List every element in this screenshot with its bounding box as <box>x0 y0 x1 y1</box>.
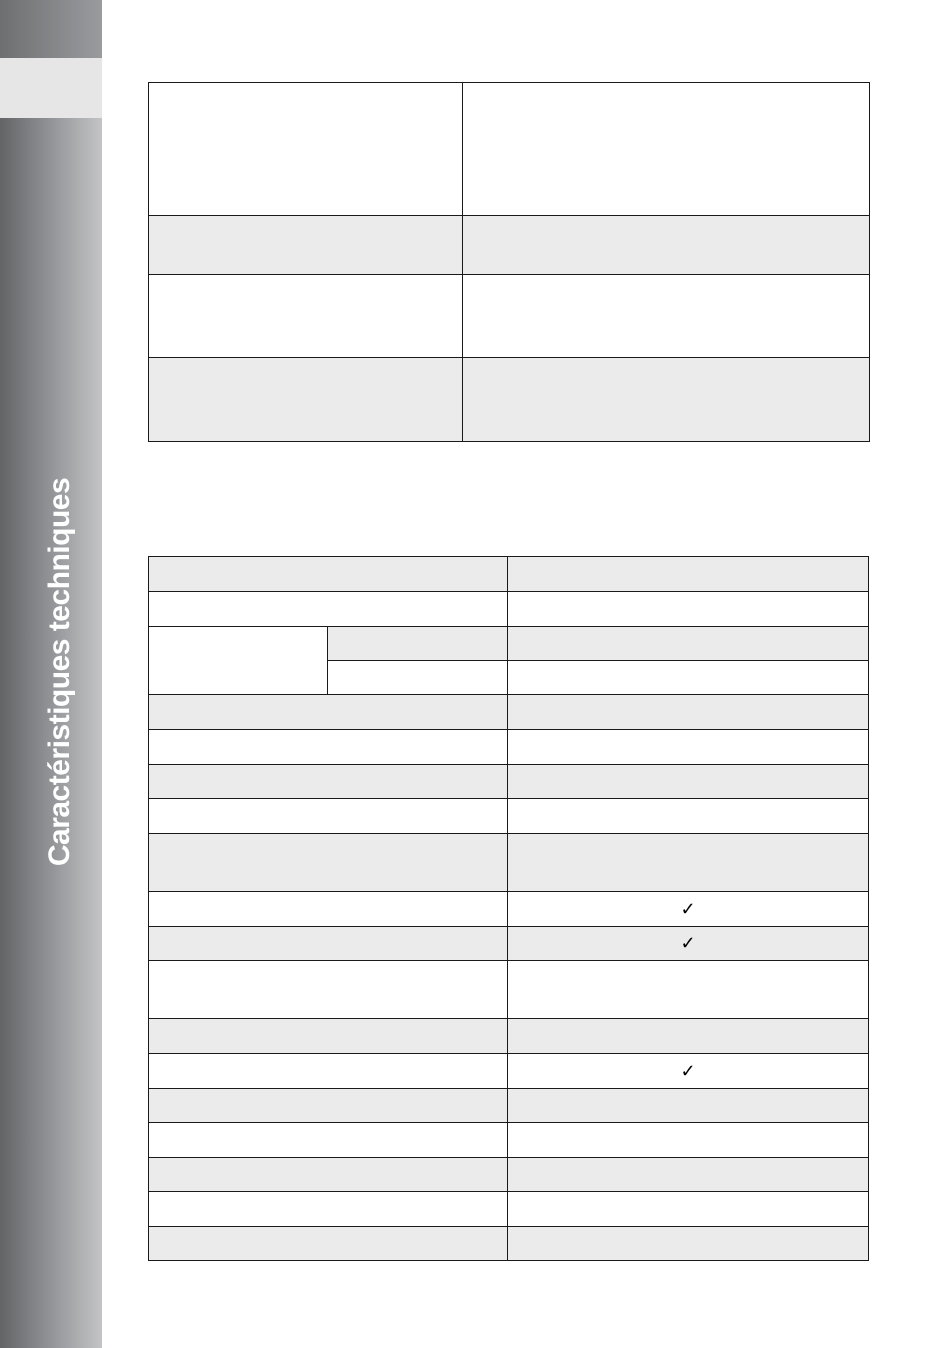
table-cell-group-label <box>149 627 328 695</box>
table-row <box>149 1227 869 1261</box>
table-row <box>149 358 870 442</box>
table-cell-label <box>149 765 508 799</box>
table-cell-value <box>508 1089 869 1123</box>
table-cell-label <box>149 216 463 275</box>
table-row <box>149 1192 869 1227</box>
table-row <box>149 557 869 592</box>
table-row <box>149 1158 869 1192</box>
table-cell-value <box>508 1158 869 1192</box>
table-cell-label <box>149 275 463 358</box>
table-cell-label <box>149 961 508 1019</box>
table-row <box>149 83 870 216</box>
table-cell-label <box>149 1227 508 1261</box>
table-cell-value <box>463 358 870 442</box>
table-cell-label <box>149 927 508 961</box>
sidebar <box>0 0 102 1348</box>
table-cell-value <box>508 627 869 661</box>
checkmark-icon: ✓ <box>508 1054 869 1089</box>
table-cell-label <box>149 1019 508 1054</box>
checkmark-icon: ✓ <box>508 927 869 961</box>
table-row <box>149 216 870 275</box>
table-cell-label <box>149 592 508 627</box>
table-row <box>149 1123 869 1158</box>
sidebar-section-title: Caractéristiques techniques <box>43 477 76 867</box>
table-row <box>149 627 869 661</box>
table-cell-value <box>508 1123 869 1158</box>
table-row <box>149 275 870 358</box>
table-row <box>149 695 869 730</box>
table-row <box>149 927 869 961</box>
checkmark-icon: ✓ <box>508 892 869 927</box>
table-cell-label <box>149 1089 508 1123</box>
table-row <box>149 834 869 892</box>
table-cell-value <box>463 275 870 358</box>
table-cell-label <box>149 892 508 927</box>
table-row <box>149 730 869 765</box>
table-cell-label <box>149 834 508 892</box>
table-cell-label <box>149 557 508 592</box>
table-cell-value <box>508 961 869 1019</box>
table-cell-sublabel <box>328 627 508 661</box>
table-cell-label <box>149 1192 508 1227</box>
table-cell-value <box>463 83 870 216</box>
table-row <box>149 592 869 627</box>
spec-table-top <box>148 82 870 442</box>
table-row <box>149 892 869 927</box>
table-row <box>149 1089 869 1123</box>
table-cell-value <box>508 1227 869 1261</box>
table-row <box>149 1054 869 1089</box>
sidebar-tab-marker <box>0 58 102 118</box>
table-row <box>149 799 869 834</box>
sidebar-top-band <box>0 0 102 58</box>
table-cell-value <box>508 799 869 834</box>
spec-table-bottom <box>148 556 869 1261</box>
table-cell-label <box>149 1054 508 1089</box>
table-row <box>149 961 869 1019</box>
table-row <box>149 1019 869 1054</box>
table-cell-label <box>149 83 463 216</box>
table-cell-sublabel <box>328 661 508 695</box>
table-cell-value <box>508 1192 869 1227</box>
table-cell-label <box>149 730 508 765</box>
table-cell-value <box>508 1019 869 1054</box>
table-cell-value <box>508 834 869 892</box>
table-cell-label <box>149 695 508 730</box>
table-cell-value <box>508 557 869 592</box>
table-cell-value <box>508 695 869 730</box>
table-cell-value <box>508 730 869 765</box>
table-cell-label <box>149 1123 508 1158</box>
table-cell-value <box>508 661 869 695</box>
table-row <box>149 765 869 799</box>
table-cell-value <box>463 216 870 275</box>
table-cell-label <box>149 358 463 442</box>
table-cell-value <box>508 592 869 627</box>
table-cell-value <box>508 765 869 799</box>
table-cell-label <box>149 1158 508 1192</box>
table-cell-label <box>149 799 508 834</box>
